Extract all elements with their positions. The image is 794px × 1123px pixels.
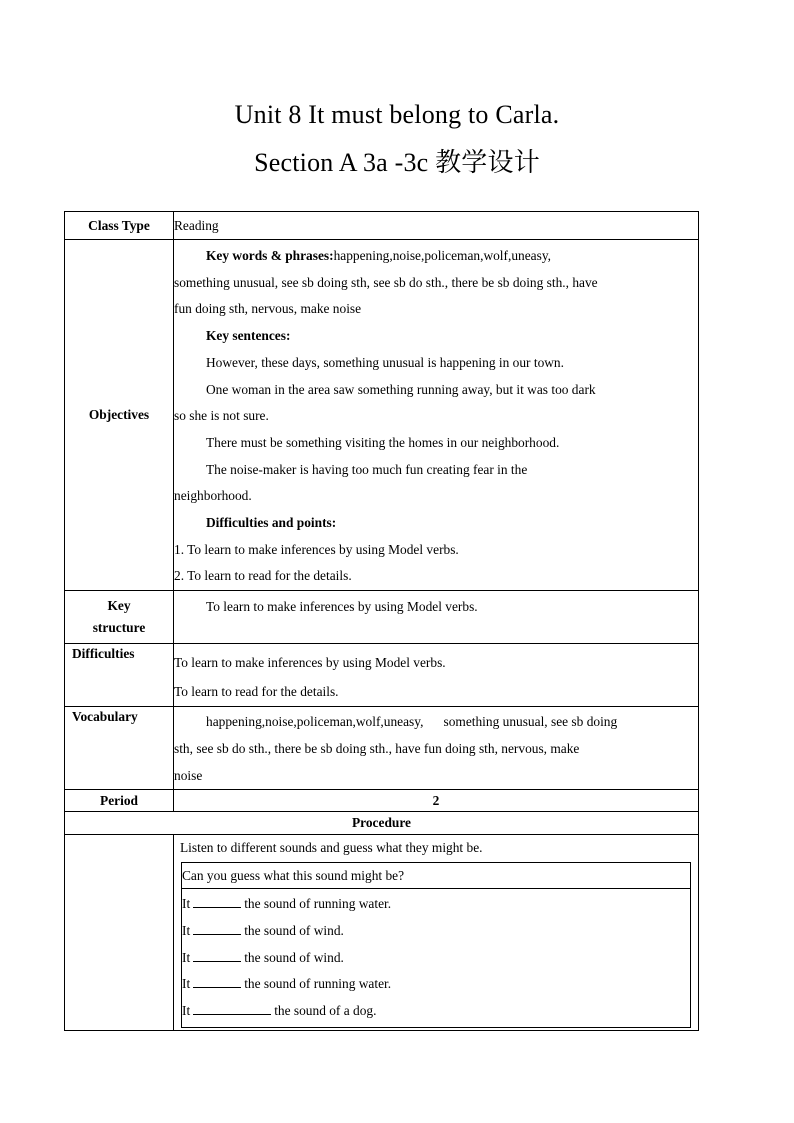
- key-words-line: [174, 243, 698, 270]
- sentence-2b: so she is not sure.: [174, 408, 269, 424]
- sound-answers: [182, 889, 691, 1028]
- answer-blank-1[interactable]: [193, 895, 241, 908]
- procedure-label: Procedure: [65, 812, 699, 835]
- sound-answer-4: It the sound of running water.: [182, 976, 392, 992]
- vocabulary-line-1: happening,noise,policeman,wolf,uneasy, something unusual, see sb doing: [206, 714, 618, 730]
- sound-answers-row: [182, 889, 691, 1028]
- answer-blank-2[interactable]: [193, 922, 241, 935]
- row-difficulties: [65, 644, 699, 707]
- key-words-inline: happening,noise,policeman,wolf,uneasy,: [333, 248, 551, 263]
- vocabulary-content: [174, 707, 699, 790]
- sound-answer-3: It the sound of wind.: [182, 949, 344, 965]
- vocabulary-label: Vocabulary: [65, 707, 174, 790]
- key-sentences-heading: Key sentences:: [206, 328, 291, 344]
- objectives-content: [174, 240, 699, 591]
- row-vocabulary: [65, 707, 699, 790]
- row-period: [65, 790, 699, 812]
- difficulty-1: 1. To learn to make inferences by using Model verbs.: [174, 541, 459, 557]
- answer-blank-5[interactable]: [193, 1002, 271, 1015]
- difficulties-value-2: To learn to read for the details.: [174, 684, 339, 700]
- objectives-label: Objectives: [65, 240, 174, 591]
- row-procedure-header: [65, 812, 699, 835]
- row-procedure: [65, 835, 699, 1031]
- difficulties-label: Difficulties: [65, 644, 174, 707]
- period-label: Period: [65, 790, 174, 812]
- procedure-content: [174, 835, 699, 1031]
- key-words-cont2: fun doing sth, nervous, make noise: [174, 301, 362, 317]
- answer-blank-4[interactable]: [193, 975, 241, 988]
- document-subtitle: Section A 3a -3c 教学设计: [254, 148, 540, 177]
- sentence-2a: One woman in the area saw something running away, but it was too dark: [206, 381, 596, 397]
- row-key-structure: [65, 591, 699, 644]
- key-structure-label: Key structure: [65, 591, 174, 644]
- document-title: Unit 8 It must belong to Carla.: [234, 100, 560, 129]
- sound-guess-table: [181, 862, 691, 1028]
- sentence-4b: neighborhood.: [174, 488, 252, 504]
- sound-answer-1: It the sound of running water.: [182, 896, 392, 912]
- class-type-label: Class Type: [65, 212, 174, 240]
- key-words-heading: Key words & phrases:: [206, 248, 334, 263]
- sentence-4a: The noise-maker is having too much fun creating fear in the: [206, 461, 528, 477]
- lesson-plan-table: [64, 211, 699, 1031]
- row-class-type: [65, 212, 699, 240]
- key-structure-content: [174, 591, 699, 644]
- difficulties-content: [174, 644, 699, 707]
- sound-answer-2: It the sound of wind.: [182, 922, 344, 938]
- sentence-3: There must be something visiting the homes in our neighborhood.: [206, 434, 560, 450]
- sound-question: Can you guess what this sound might be?: [182, 863, 691, 889]
- sentence-1: However, these days, something unusual is happening in our town.: [206, 354, 564, 370]
- sound-answer-5: It the sound of a dog.: [182, 1003, 377, 1019]
- procedure-left-cell: [65, 835, 174, 1031]
- difficulties-heading: Difficulties and points:: [206, 515, 337, 531]
- row-objectives: [65, 240, 699, 591]
- procedure-intro: Listen to different sounds and guess what they might be.: [180, 840, 483, 856]
- key-structure-value: To learn to make inferences by using Model verbs.: [206, 599, 478, 615]
- vocabulary-line-3: noise: [174, 767, 203, 783]
- vocabulary-line-2: sth, see sb do sth., there be sb doing sth., have fun doing sth, nervous, make: [174, 740, 580, 756]
- answer-blank-3[interactable]: [193, 949, 241, 962]
- period-value: 2: [174, 790, 699, 812]
- class-type-value: Reading: [174, 212, 699, 240]
- key-words-cont1: something unusual, see sb doing sth, see sb do sth., there be sb doing sth., have: [174, 274, 598, 290]
- difficulty-2: 2. To learn to read for the details.: [174, 568, 352, 584]
- sound-question-row: [182, 863, 691, 889]
- difficulties-value-1: To learn to make inferences by using Model verbs.: [174, 655, 446, 671]
